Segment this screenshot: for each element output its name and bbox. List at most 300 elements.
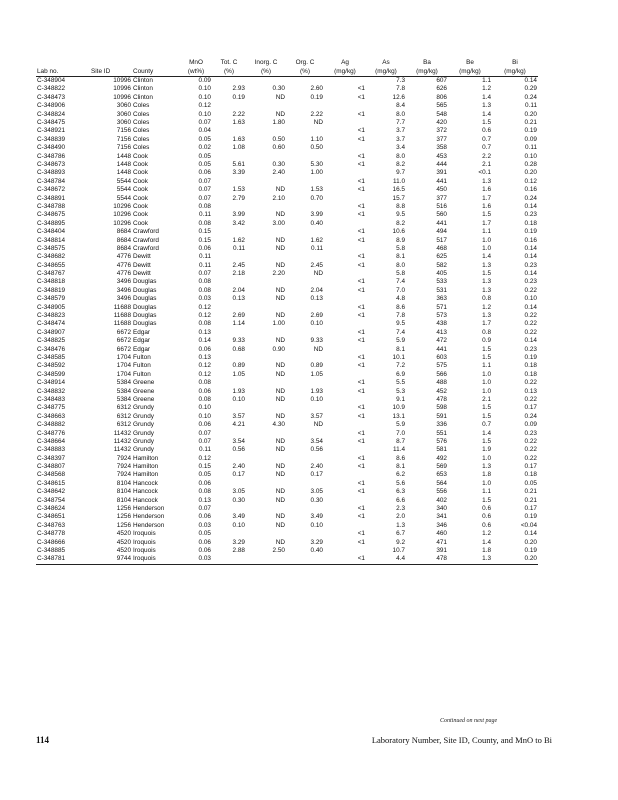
cell-site-id: 11432 bbox=[113, 446, 131, 454]
table-row bbox=[36, 354, 538, 362]
table-row bbox=[36, 421, 538, 429]
cell-lab-no: C-348763 bbox=[37, 521, 66, 529]
cell-org-c bbox=[286, 329, 324, 337]
cell-be: 1.0 bbox=[482, 454, 491, 462]
cell-ag bbox=[324, 220, 366, 228]
cell-ag: <1 bbox=[357, 186, 365, 194]
cell-org-c: 1.62 bbox=[310, 236, 323, 244]
table-header bbox=[36, 58, 538, 77]
cell-as: 5.8 bbox=[396, 244, 405, 252]
cell-inorg-c: ND bbox=[275, 93, 285, 101]
cell-inorg-c: 3.00 bbox=[272, 219, 285, 227]
cell-ba: 575 bbox=[436, 362, 447, 370]
cell-county: Grundy bbox=[133, 446, 154, 454]
header-top-bi: Bi bbox=[512, 58, 518, 66]
cell-site-id: 7924 bbox=[116, 463, 131, 471]
continued-note: Continued on next page bbox=[440, 718, 498, 724]
cell-county: Iroquois bbox=[133, 546, 156, 554]
cell-county: Edgar bbox=[133, 337, 151, 345]
cell-site-id: 6672 bbox=[116, 337, 131, 345]
table-row bbox=[36, 429, 538, 437]
cell-as: 2.0 bbox=[396, 513, 405, 521]
cell-inorg-c: ND bbox=[275, 463, 285, 471]
cell-ag: <1 bbox=[357, 412, 365, 420]
cell-as: 16.5 bbox=[392, 186, 405, 194]
cell-ag: <1 bbox=[357, 488, 365, 496]
cell-lab-no: C-348893 bbox=[37, 169, 66, 177]
cell-org-c bbox=[286, 102, 324, 110]
cell-be: 1.5 bbox=[482, 496, 491, 504]
cell-bi: 0.10 bbox=[524, 295, 537, 303]
cell-mno: 0.10 bbox=[198, 404, 211, 412]
header-top-tot-c: Tot. C bbox=[220, 58, 238, 66]
cell-be: 0.6 bbox=[482, 521, 491, 529]
cell-bi: 0.18 bbox=[524, 362, 537, 370]
cell-be: 2.2 bbox=[482, 152, 491, 160]
cell-lab-no: C-348585 bbox=[37, 353, 66, 361]
cell-bi: 0.17 bbox=[524, 505, 537, 513]
cell-site-id: 5544 bbox=[116, 194, 131, 202]
cell-site-id: 8684 bbox=[116, 244, 131, 252]
cell-org-c bbox=[286, 253, 324, 261]
cell-mno: 0.12 bbox=[198, 303, 211, 311]
cell-bi: 0.23 bbox=[524, 345, 537, 353]
header-top-be: Be bbox=[466, 58, 474, 66]
cell-bi: 0.22 bbox=[524, 320, 537, 328]
cell-lab-no: C-348655 bbox=[37, 261, 66, 269]
cell-org-c bbox=[286, 203, 324, 211]
cell-ag bbox=[324, 270, 366, 278]
cell-bi: 0.22 bbox=[524, 395, 537, 403]
cell-ba: 471 bbox=[436, 538, 447, 546]
table-row bbox=[36, 94, 538, 102]
cell-mno: 0.06 bbox=[198, 421, 211, 429]
cell-as: 10.1 bbox=[392, 353, 405, 361]
cell-mno: 0.06 bbox=[198, 169, 211, 177]
cell-site-id: 8104 bbox=[116, 479, 131, 487]
cell-org-c: 1.53 bbox=[310, 186, 323, 194]
table-row bbox=[36, 178, 538, 186]
cell-tot-c: 2.22 bbox=[232, 110, 245, 118]
cell-mno: 0.05 bbox=[198, 161, 211, 168]
cell-lab-no: C-348473 bbox=[37, 93, 66, 101]
cell-lab-no: C-348904 bbox=[37, 77, 66, 85]
cell-site-id: 5544 bbox=[116, 177, 131, 185]
cell-tot-c: 4.21 bbox=[232, 421, 245, 429]
cell-ba: 598 bbox=[436, 404, 447, 412]
table-row bbox=[36, 497, 538, 505]
cell-inorg-c: 0.90 bbox=[272, 345, 285, 353]
cell-lab-no: C-348825 bbox=[37, 337, 66, 345]
cell-ba: 478 bbox=[436, 395, 447, 403]
cell-as: 8.6 bbox=[396, 454, 405, 462]
cell-lab-no: C-348475 bbox=[37, 119, 66, 127]
cell-as: 7.3 bbox=[396, 77, 405, 85]
cell-org-c: 1.93 bbox=[310, 387, 323, 395]
cell-ag: <1 bbox=[357, 152, 365, 160]
cell-inorg-c: ND bbox=[275, 446, 285, 454]
cell-org-c bbox=[286, 530, 324, 538]
cell-ag bbox=[324, 119, 366, 127]
cell-lab-no: C-348615 bbox=[37, 479, 66, 487]
cell-lab-no: C-348914 bbox=[37, 379, 66, 387]
cell-bi: 0.24 bbox=[524, 412, 537, 420]
cell-org-c: 0.19 bbox=[310, 93, 323, 101]
cell-inorg-c: ND bbox=[275, 312, 285, 320]
cell-site-id: 10996 bbox=[113, 85, 131, 93]
cell-ag: <1 bbox=[357, 353, 365, 361]
cell-mno: 0.13 bbox=[198, 496, 211, 504]
cell-ag bbox=[324, 102, 366, 110]
cell-county: Coles bbox=[133, 102, 150, 110]
cell-ba: 358 bbox=[436, 144, 447, 152]
cell-inorg-c: ND bbox=[275, 437, 285, 445]
cell-tot-c: 9.33 bbox=[232, 337, 245, 345]
cell-org-c: 0.70 bbox=[310, 194, 323, 202]
cell-site-id: 10996 bbox=[113, 77, 131, 85]
cell-bi: 0.11 bbox=[525, 102, 537, 110]
cell-site-id: 5544 bbox=[116, 186, 131, 194]
cell-site-id: 7924 bbox=[116, 471, 131, 479]
cell-lab-no: C-348675 bbox=[37, 211, 66, 219]
cell-org-c: 3.49 bbox=[310, 513, 323, 521]
cell-ba: 625 bbox=[436, 253, 447, 261]
cell-as: 7.4 bbox=[396, 328, 405, 336]
cell-inorg-c: ND bbox=[275, 521, 285, 529]
cell-county: Fulton bbox=[133, 353, 151, 361]
cell-site-id: 3060 bbox=[116, 110, 131, 118]
cell-lab-no: C-348907 bbox=[37, 328, 66, 336]
cell-ba: 478 bbox=[406, 555, 448, 564]
geochemistry-table bbox=[36, 58, 538, 565]
cell-inorg-c: ND bbox=[275, 337, 285, 345]
cell-org-c bbox=[286, 354, 324, 362]
cell-lab-no: C-348895 bbox=[37, 219, 66, 227]
table-row bbox=[36, 337, 538, 345]
header-top-inorg-c: Inorg. C bbox=[254, 58, 278, 66]
cell-ba: 576 bbox=[436, 437, 447, 445]
cell-tot-c bbox=[212, 203, 246, 211]
cell-as: 8.1 bbox=[396, 345, 405, 353]
cell-inorg-c: ND bbox=[275, 538, 285, 546]
cell-ba: 569 bbox=[436, 463, 447, 471]
cell-ba: 488 bbox=[436, 379, 447, 387]
cell-lab-no: C-348776 bbox=[37, 429, 66, 437]
cell-ag: <1 bbox=[357, 261, 365, 269]
cell-mno: 0.07 bbox=[198, 177, 211, 185]
cell-be: 1.3 bbox=[482, 261, 491, 269]
cell-org-c: 3.57 bbox=[310, 412, 323, 420]
cell-bi: 0.18 bbox=[524, 471, 537, 479]
cell-org-c: 0.17 bbox=[310, 471, 323, 479]
cell-as: 1.3 bbox=[396, 521, 405, 529]
cell-org-c: 3.29 bbox=[310, 538, 323, 546]
cell-as: 8.7 bbox=[396, 437, 405, 445]
cell-ag bbox=[324, 547, 366, 555]
cell-org-c bbox=[286, 505, 324, 513]
cell-site-id: 6672 bbox=[116, 345, 131, 353]
cell-mno: 0.07 bbox=[198, 437, 211, 445]
cell-org-c: ND bbox=[313, 270, 323, 278]
cell-county: Edgar bbox=[133, 345, 151, 353]
cell-site-id: 10996 bbox=[113, 93, 131, 101]
cell-org-c bbox=[286, 278, 324, 286]
cell-lab-no: C-348476 bbox=[37, 345, 66, 353]
cell-be: 0.7 bbox=[482, 144, 491, 152]
table-row bbox=[36, 329, 538, 337]
cell-tot-c: 2.40 bbox=[232, 463, 245, 471]
cell-ba: 336 bbox=[436, 421, 447, 429]
cell-bi: 0.19 bbox=[524, 228, 537, 236]
cell-county: Cook bbox=[133, 219, 148, 227]
cell-bi: 0.22 bbox=[524, 446, 537, 454]
cell-ag: <1 bbox=[357, 362, 365, 370]
table-row bbox=[36, 404, 538, 412]
cell-ba: 341 bbox=[436, 513, 447, 521]
table-row bbox=[36, 203, 538, 211]
cell-ag bbox=[324, 144, 366, 152]
cell-lab-no: C-348891 bbox=[37, 194, 66, 202]
cell-be: 1.1 bbox=[482, 488, 491, 496]
cell-inorg-c: 1.80 bbox=[272, 119, 285, 127]
cell-as: 5.8 bbox=[396, 270, 405, 278]
cell-ba: 582 bbox=[436, 261, 447, 269]
cell-tot-c bbox=[212, 228, 246, 236]
cell-county: Douglas bbox=[133, 303, 157, 311]
cell-ba: 653 bbox=[436, 471, 447, 479]
cell-mno: 0.07 bbox=[198, 119, 211, 127]
cell-org-c: 0.13 bbox=[310, 295, 323, 303]
cell-mno: 0.08 bbox=[198, 286, 211, 294]
cell-tot-c bbox=[212, 278, 246, 286]
cell-be: 1.1 bbox=[482, 228, 491, 236]
cell-lab-no: C-348839 bbox=[37, 135, 66, 143]
cell-site-id: 11688 bbox=[113, 303, 131, 311]
table-row bbox=[36, 413, 538, 421]
cell-bi: 0.24 bbox=[524, 194, 537, 202]
cell-as: 7.8 bbox=[396, 312, 405, 320]
cell-mno: 0.06 bbox=[198, 538, 211, 546]
cell-ba: 565 bbox=[436, 102, 447, 110]
cell-lab-no: C-348775 bbox=[37, 404, 66, 412]
cell-site-id: 1256 bbox=[116, 513, 131, 521]
cell-tot-c bbox=[212, 555, 246, 564]
cell-ba: 571 bbox=[436, 303, 447, 311]
cell-ba: 377 bbox=[436, 135, 447, 143]
cell-as: 7.4 bbox=[396, 278, 405, 286]
cell-lab-no: C-348663 bbox=[37, 412, 66, 420]
cell-ag bbox=[324, 77, 366, 86]
cell-mno: 0.12 bbox=[198, 362, 211, 370]
cell-lab-no: C-348818 bbox=[37, 278, 66, 286]
cell-as: 8.1 bbox=[396, 253, 405, 261]
header-top-site-id bbox=[90, 58, 132, 67]
cell-ba: 453 bbox=[436, 152, 447, 160]
cell-tot-c: 3.05 bbox=[232, 488, 245, 496]
cell-as: 7.7 bbox=[396, 119, 405, 127]
cell-site-id: 3496 bbox=[116, 278, 131, 286]
table-row bbox=[36, 371, 538, 379]
table-row bbox=[36, 144, 538, 152]
cell-be: 0.6 bbox=[482, 513, 491, 521]
cell-tot-c: 3.99 bbox=[232, 211, 245, 219]
cell-tot-c: 1.05 bbox=[232, 370, 245, 378]
cell-be: 0.7 bbox=[482, 421, 491, 429]
header-top-mno: MnO bbox=[189, 58, 203, 66]
table-row bbox=[36, 211, 538, 219]
cell-ag bbox=[324, 245, 366, 253]
cell-county: Douglas bbox=[133, 295, 157, 303]
cell-site-id: 4776 bbox=[116, 270, 131, 278]
cell-org-c: 2.45 bbox=[310, 261, 323, 269]
table-row bbox=[36, 538, 538, 546]
cell-inorg-c bbox=[246, 278, 286, 286]
cell-inorg-c: 0.30 bbox=[272, 85, 285, 93]
cell-lab-no: C-348579 bbox=[37, 295, 66, 303]
cell-lab-no: C-348814 bbox=[37, 236, 66, 244]
table-row bbox=[36, 287, 538, 295]
cell-bi: 0.21 bbox=[524, 119, 537, 127]
cell-ba: 560 bbox=[436, 211, 447, 219]
cell-site-id: 1256 bbox=[116, 505, 131, 513]
cell-ag: <1 bbox=[357, 202, 365, 210]
cell-lab-no: C-348906 bbox=[37, 102, 66, 110]
cell-ba: 420 bbox=[436, 119, 447, 127]
cell-site-id: 7156 bbox=[116, 144, 131, 152]
cell-ba: 494 bbox=[436, 228, 447, 236]
table-row bbox=[36, 119, 538, 127]
cell-inorg-c: 0.30 bbox=[272, 161, 285, 168]
cell-be: 1.7 bbox=[482, 194, 491, 202]
cell-inorg-c: ND bbox=[275, 496, 285, 504]
header-unit-ag: (mg/kg) bbox=[324, 67, 366, 77]
cell-as: 5.9 bbox=[396, 337, 405, 345]
cell-site-id: 5384 bbox=[116, 395, 131, 403]
cell-mno: 0.07 bbox=[198, 270, 211, 278]
cell-site-id: 8104 bbox=[116, 488, 131, 496]
cell-county: Cook bbox=[133, 211, 148, 219]
table-row bbox=[36, 362, 538, 370]
cell-org-c: 3.54 bbox=[310, 437, 323, 445]
cell-bi: 0.21 bbox=[524, 488, 537, 496]
cell-site-id: 9744 bbox=[90, 555, 132, 564]
cell-ag bbox=[324, 295, 366, 303]
cell-ba: 472 bbox=[436, 337, 447, 345]
cell-inorg-c bbox=[246, 354, 286, 362]
cell-county: Crawford bbox=[133, 228, 159, 236]
cell-county: Hancock bbox=[133, 479, 158, 487]
cell-org-c: 5.30 bbox=[310, 161, 323, 168]
table-row bbox=[36, 278, 538, 286]
cell-tot-c: 1.62 bbox=[232, 236, 245, 244]
table-row bbox=[36, 253, 538, 261]
cell-org-c: 0.10 bbox=[310, 521, 323, 529]
cell-be: 1.0 bbox=[482, 236, 491, 244]
table-row bbox=[36, 438, 538, 446]
cell-ag bbox=[324, 497, 366, 505]
cell-site-id: 11688 bbox=[113, 312, 131, 320]
cell-site-id: 5384 bbox=[116, 387, 131, 395]
cell-tot-c bbox=[212, 329, 246, 337]
cell-site-id: 1704 bbox=[116, 353, 131, 361]
cell-as: 8.6 bbox=[396, 303, 405, 311]
cell-tot-c bbox=[212, 354, 246, 362]
cell-tot-c: 3.42 bbox=[232, 219, 245, 227]
cell-org-c: 2.69 bbox=[310, 312, 323, 320]
cell-ba: 581 bbox=[436, 446, 447, 454]
table-row bbox=[36, 236, 538, 244]
cell-org-c: 0.40 bbox=[310, 219, 323, 227]
cell-as: 8.0 bbox=[396, 110, 405, 118]
cell-ag bbox=[324, 471, 366, 479]
cell-site-id: 3060 bbox=[116, 102, 131, 110]
cell-inorg-c: 1.00 bbox=[272, 320, 285, 328]
cell-as: 6.9 bbox=[396, 370, 405, 378]
cell-as: 8.9 bbox=[396, 236, 405, 244]
table-row bbox=[36, 480, 538, 488]
cell-county: Hancock bbox=[133, 496, 158, 504]
cell-as: 8.2 bbox=[396, 161, 405, 168]
cell-mno: 0.08 bbox=[198, 488, 211, 496]
cell-be: 1.3 bbox=[482, 463, 491, 471]
cell-lab-no: C-348666 bbox=[37, 538, 66, 546]
cell-ba: 438 bbox=[436, 320, 447, 328]
cell-county: Crawford bbox=[133, 244, 159, 252]
cell-as: 7.0 bbox=[396, 429, 405, 437]
cell-site-id: 8684 bbox=[116, 228, 131, 236]
cell-ag: <1 bbox=[357, 110, 365, 118]
cell-ba: 468 bbox=[436, 244, 447, 252]
cell-tot-c: 1.14 bbox=[232, 320, 245, 328]
cell-inorg-c: ND bbox=[275, 412, 285, 420]
cell-site-id: 4776 bbox=[116, 261, 131, 269]
cell-ba: 346 bbox=[436, 521, 447, 529]
cell-county: Fulton bbox=[133, 370, 151, 378]
cell-bi: 0.23 bbox=[524, 211, 537, 219]
cell-mno: 0.09 bbox=[198, 77, 211, 85]
cell-org-c: 0.89 bbox=[310, 362, 323, 370]
cell-be: 1.1 bbox=[482, 362, 491, 370]
cell-as: 13.1 bbox=[392, 412, 405, 420]
cell-tot-c: 2.04 bbox=[232, 286, 245, 294]
header-top-ba: Ba bbox=[423, 58, 431, 66]
table-row bbox=[36, 513, 538, 521]
table-row bbox=[36, 530, 538, 538]
cell-ba: 603 bbox=[436, 353, 447, 361]
cell-tot-c bbox=[212, 127, 246, 135]
cell-org-c: 2.60 bbox=[310, 85, 323, 93]
cell-inorg-c: ND bbox=[275, 471, 285, 479]
cell-mno: 0.12 bbox=[198, 454, 211, 462]
cell-lab-no: C-348807 bbox=[37, 463, 66, 471]
cell-tot-c bbox=[212, 404, 246, 412]
cell-county: Grundy bbox=[133, 421, 154, 429]
header-unit-org-c: (%) bbox=[286, 67, 324, 77]
cell-inorg-c: ND bbox=[275, 387, 285, 395]
cell-site-id: 4520 bbox=[116, 546, 131, 554]
cell-org-c: 3.05 bbox=[310, 488, 323, 496]
cell-org-c: 2.22 bbox=[310, 110, 323, 118]
cell-county: Coles bbox=[133, 110, 150, 118]
cell-bi: 0.20 bbox=[492, 555, 538, 564]
cell-inorg-c: ND bbox=[275, 261, 285, 269]
cell-org-c bbox=[286, 379, 324, 387]
cell-inorg-c bbox=[246, 102, 286, 110]
cell-mno: 0.11 bbox=[199, 211, 211, 219]
cell-as: 4.4 bbox=[366, 555, 406, 564]
table-row bbox=[36, 111, 538, 119]
cell-mno: 0.06 bbox=[198, 345, 211, 353]
